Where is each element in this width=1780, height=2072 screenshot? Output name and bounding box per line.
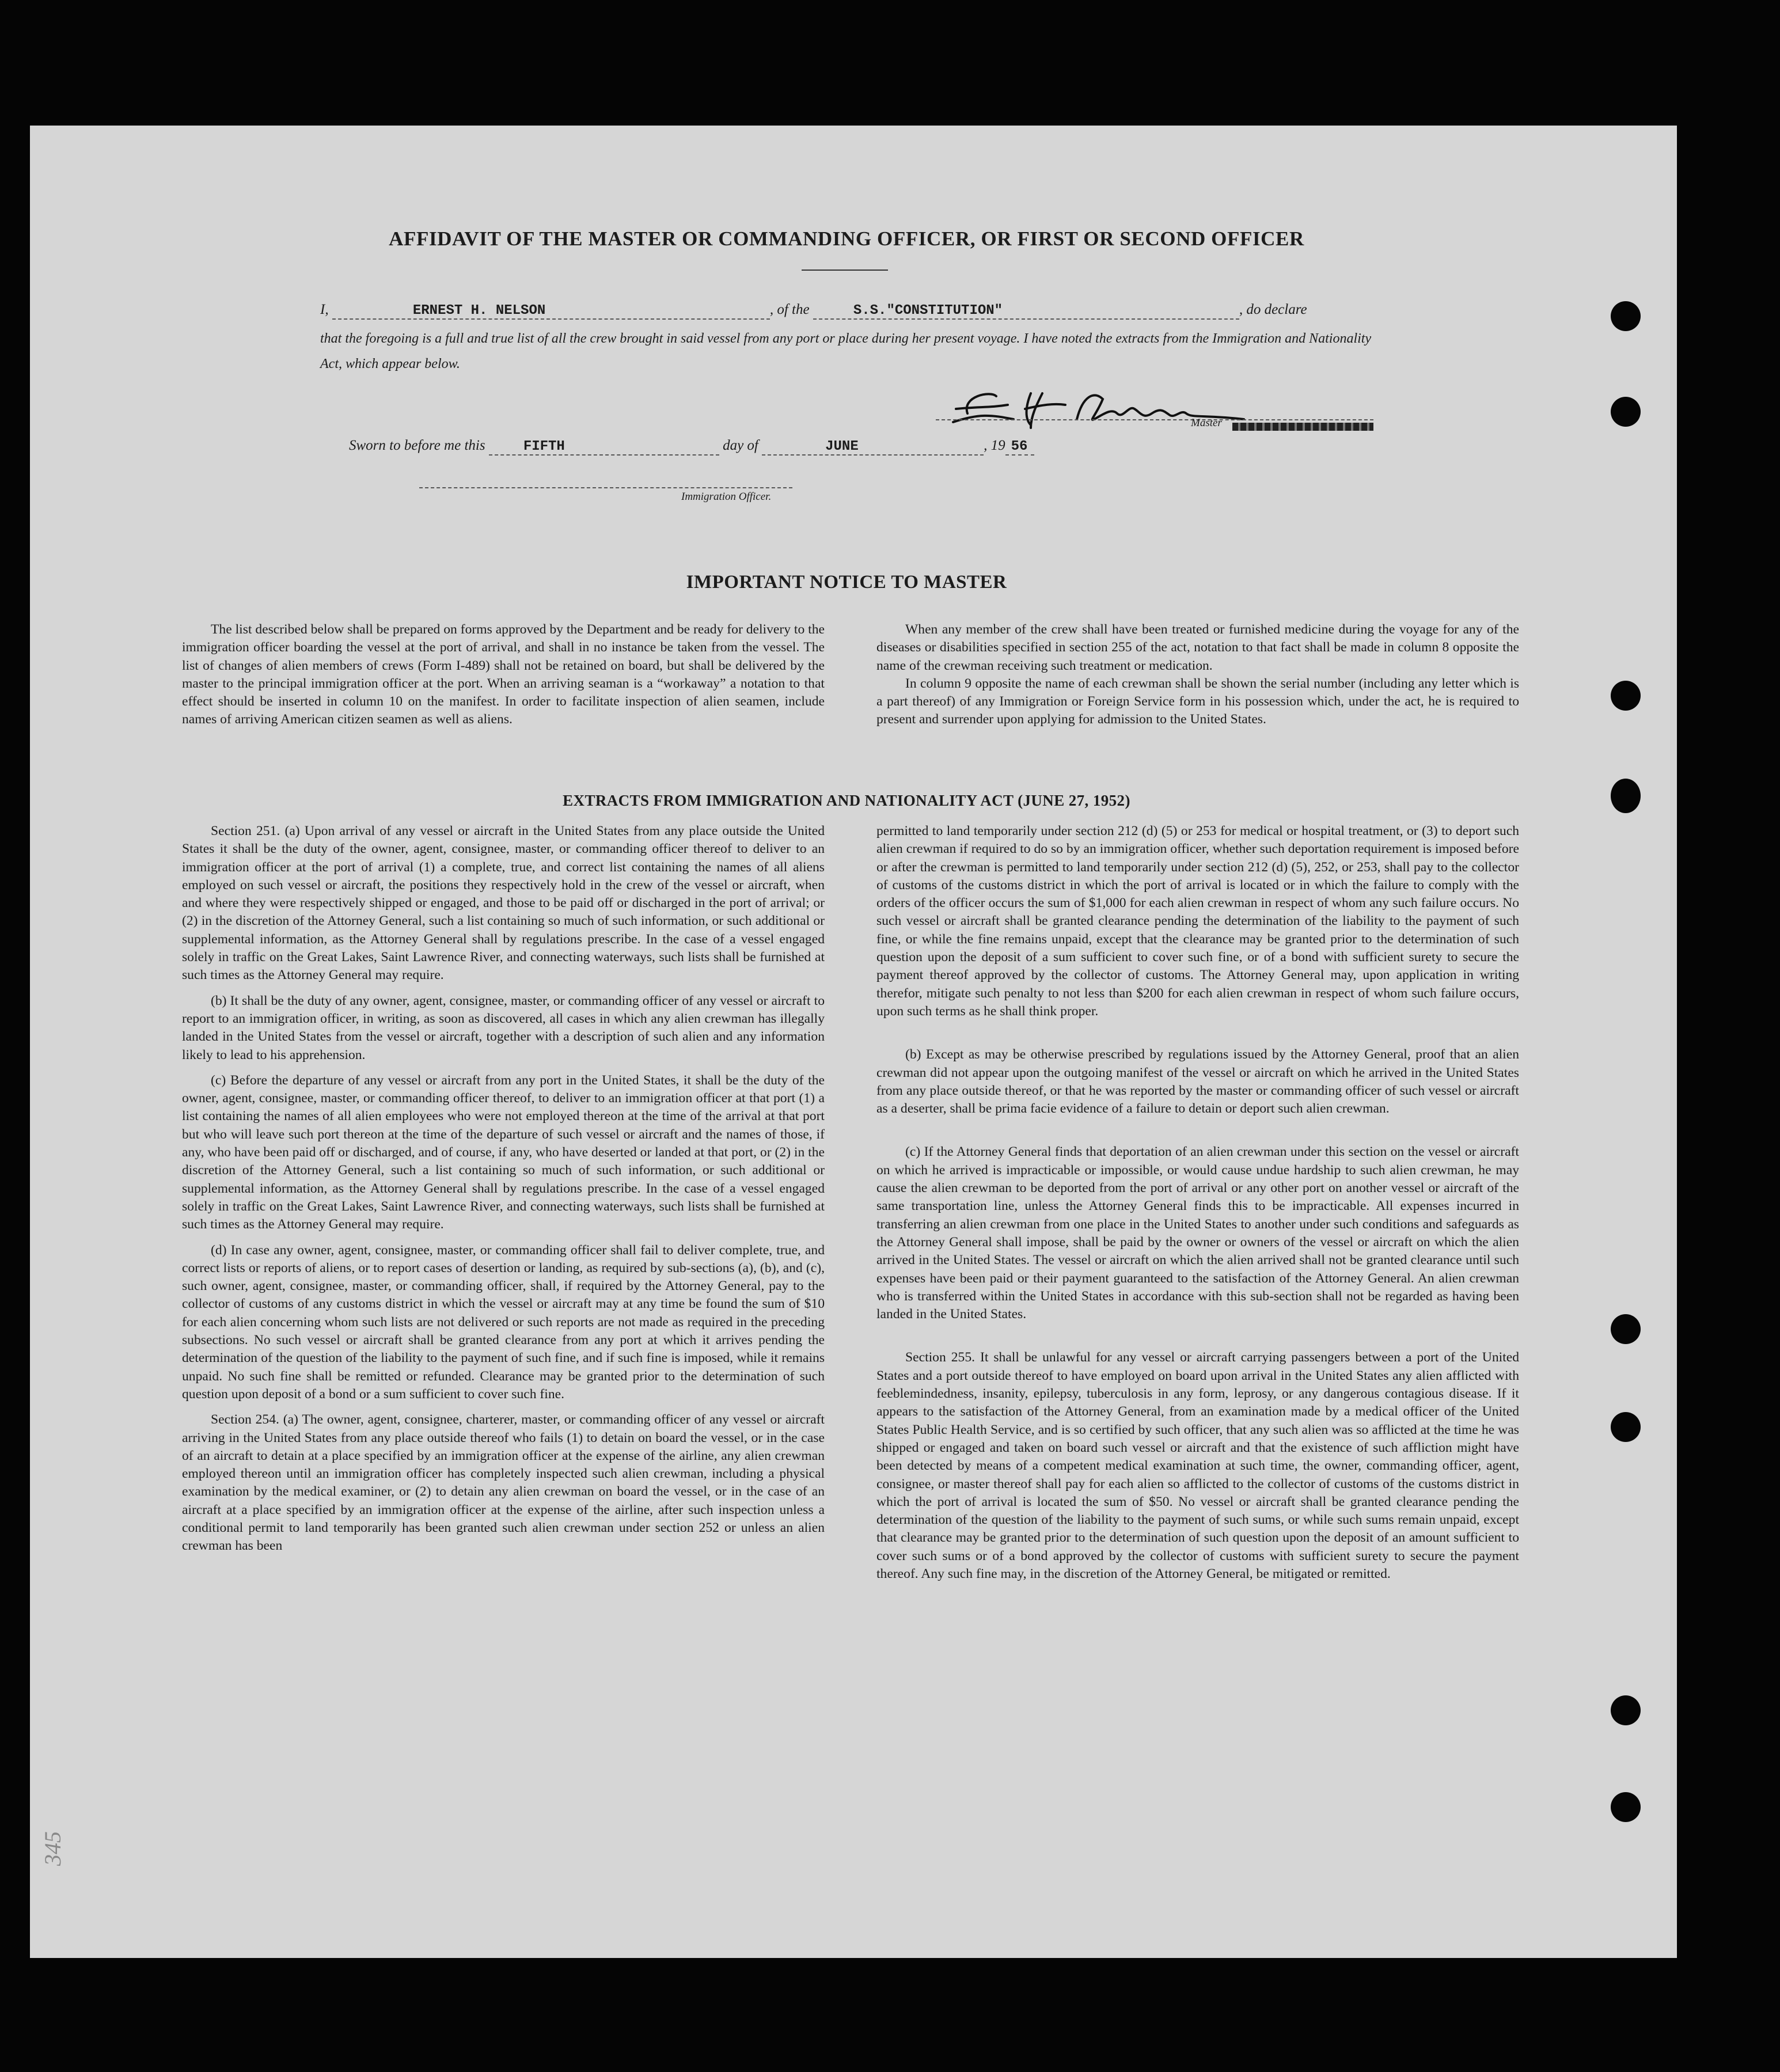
binder-hole xyxy=(1611,1412,1641,1442)
binder-hole xyxy=(1611,1314,1641,1344)
section-254b: (b) Except as may be otherwise prescribed by regulations issued by the Attorney General, proof that an alien crewman did not appear upon the outgoing manifest of the vessel or aircraft on which he arrived in the United States from any place outside thereof, or that he was reported by the master or commanding officer of such vessel or aircraft as a deserter, shall be prima facie evidence of a failure to detain or deport such alien crewman. xyxy=(876,1047,1519,1117)
of-the-label: , of the xyxy=(769,302,810,317)
affidavit-title: AFFIDAVIT OF THE MASTER OR COMMANDING OFFICER, OR FIRST OR SECOND OFFICER xyxy=(389,227,1304,250)
extracts-left-column xyxy=(182,822,825,1555)
year-value: 56 xyxy=(1011,439,1028,454)
section-251b: (b) It shall be the duty of any owner, agent, consignee, master, or commanding officer of any vessel or aircraft to report to an immigration officer, in writing, as soon as discovered, all cases in which any alien crewman has illegally landed in the United States from the vessel or aircraft, together with a description of such alien and any information likely to lead to his apprehension. xyxy=(182,993,825,1062)
vessel-field xyxy=(813,302,1239,320)
binder-hole xyxy=(1611,1695,1641,1725)
notice-right-column xyxy=(876,621,1519,729)
binder-hole xyxy=(1611,681,1641,711)
extracts-right-column xyxy=(876,822,1519,1583)
notice-left-column xyxy=(182,621,825,729)
margin-annotation: 345 xyxy=(40,1831,66,1866)
officer-label: Immigration Officer. xyxy=(681,491,772,503)
binder-hole xyxy=(1611,779,1641,813)
day-field xyxy=(489,438,719,456)
binder-hole xyxy=(1611,397,1641,427)
section-254a-continued: permitted to land temporarily under section 212 (d) (5) or 253 for medical or hospital treatment, or (3) to deport such alien crewman if required to do so by an immigration officer, whether such deportation requirement is imposed before or after the crewman is permitted to land temporarily under section 212 (d) (5), 252, or 253, shall pay to the collector of customs of the customs district in which the port of arrival is located or in which the failure to comply with the orders of the officer occurs the sum of $1,000 for each alien crewman in respect of whom any such failure occurs. No such vessel or aircraft shall be granted clearance pending the determination of the liability to the payment of such fine, or while the fine remains unpaid, except that the clearance may be granted prior to the determination of such question upon the deposit of a sum sufficient to cover such fine, or of a bond with sufficient surety to secure the payment thereof approved by the collector of customs. The Attorney General may, upon application in writing therefor, mitigate such penalty to not less than $200 for each alien crewman in respect of whom such failure occurs, upon such terms as he shall think proper. xyxy=(876,824,1519,1019)
binder-hole xyxy=(1611,301,1641,331)
section-255: Section 255. It shall be unlawful for any vessel or aircraft carrying passengers between a port of the United States and a port outside thereof to have employed on board upon arrival in the United States any alien afflicted with feeblemindedness, insanity, epilepsy, tuberculosis in any form, leprosy, or any dangerous contagious disease. If it appears to the satisfaction of the Attorney General, from an examination made by a medical officer of the United States Public Health Service, and is so certified by such officer, that any such alien was so afflicted at the time he was shipped or engaged and taken on board such vessel or aircraft and that the existence of such affliction might have been detected by means of a competent medical examination at such time, the owner, commanding officer, agent, consignee, or master thereof shall pay for each alien so afflicted to the collector of customs of the customs district in which the port of arrival is located the sum of $50. No vessel or aircraft shall be granted clearance pending the determination of the question of the liability to the payment of such sums, or while such sums remain unpaid, except that clearance may be granted prior to the determination of such question upon the deposit of an amount sufficient to cover such sums or of a bond approved by the collector of customs with sufficient surety to secure the payment thereof. Any such fine may, in the discretion of the Attorney General, be mitigated or remitted. xyxy=(876,1350,1519,1581)
section-251a: Section 251. (a) Upon arrival of any vessel or aircraft in the United States from any place outside the United States it shall be the duty of the owner, agent, consignee, master, or commanding officer thereof to deliver to an immigration officer at the port of arrival (1) a complete, true, and correct list containing the names of all aliens employed on such vessel or aircraft, the positions they respectively hold in the crew of the vessel or aircraft, when and where they were respectively shipped or engaged, and those to be paid off or discharged in the port of arrival; or (2) in the discretion of the Attorney General, such a list containing so much of such information, or such additional or supplemental information, as the Attorney General shall by regulations prescribe. In the case of a vessel engaged solely in traffic on the Great Lakes, Saint Lawrence River, and connecting waterways, such lists shall be furnished at such times as the Attorney General may require. xyxy=(182,824,825,983)
title-rule xyxy=(802,270,888,271)
line1-prefix: I, xyxy=(320,302,329,317)
master-label: Master xyxy=(1191,417,1222,429)
notice-title: IMPORTANT NOTICE TO MASTER xyxy=(686,572,1007,593)
binder-hole xyxy=(1611,1792,1641,1822)
year-prefix: , 19 xyxy=(984,438,1005,453)
vessel-name: S.S."CONSTITUTION" xyxy=(853,303,1003,318)
month-field xyxy=(762,438,984,456)
year-field xyxy=(1005,438,1034,456)
master-name-field xyxy=(332,302,770,320)
day-of-label: day of xyxy=(723,438,758,453)
sworn-prefix: Sworn to before me this xyxy=(349,438,485,453)
section-251d: (d) In case any owner, agent, consignee, master, or commanding officer shall fail to deliver complete, true, and correct lists or reports of aliens, or to report cases of desertion or landing, as required by sub-sections (a), (b), and (c), such owner, agent, consignee, master, or commanding officer, shall, if required by the Attorney General, pay to the collector of customs of any customs district in which the vessel or aircraft may at any time be found the sum of $10 for each alien concerning whom such lists are not delivered or such reports are not made as required in the preceding subsections. No such vessel or aircraft shall be granted clearance from any port at which it arrives pending the determination of the question of the liability to the payment of such fine, and if such fine is imposed, while it remains unpaid. No such fine shall be remitted or refunded. Clearance may be granted prior to the determination of such question upon deposit of a bond or a sum sufficient to cover such fine. xyxy=(182,1242,825,1402)
notice-right-paragraph-2: In column 9 opposite the name of each crewman shall be shown the serial number (including any letter which is a part thereof) of any Immigration or Foreign Service form in his possession which, under the act, he is required to present and surrender upon applying for admission to the United States. xyxy=(876,676,1519,727)
section-254a: Section 254. (a) The owner, agent, consignee, charterer, master, or commanding officer of any vessel or aircraft arriving in the United States from any place outside thereof who fails (1) to detain on board the vessel, or in the case of an aircraft to detain at a place specified by an immigration officer at the expense of the airline, any alien crewman employed thereon until an immigration officer has completely inspected such alien crewman, including a physical examination by the medical examiner, or (2) to detain any alien crewman on board the vessel, or in the case of an aircraft at a place specified by an immigration officer at the expense of the airline, after such inspection unless a conditional permit to land temporarily has been granted such alien crewman under section 252 or unless an alien crewman has been xyxy=(182,1412,825,1554)
officer-signature-line xyxy=(419,487,792,488)
section-251c: (c) Before the departure of any vessel or aircraft from any port in the United States, it shall be the duty of the owner, agent, consignee, master, or commanding officer thereof, to deliver to an immigration officer at that port (1) a list containing the names of all alien employees who were not employed thereon at the time of the arrival at that port but who will leave such port thereon at the time of the departure of such vessel or aircraft and the names of those, if any, who have been paid off or discharged, and of course, if any, who have deserted or landed at that port, or (2) in the discretion of the Attorney General, such a list containing so much of such information, or such additional or supplemental information, as the Attorney General shall by regulations prescribe. In the case of a vessel engaged solely in traffic on the Great Lakes, Saint Lawrence River, and connecting waterways, such lists shall be furnished at such times as the Attorney General may require. xyxy=(182,1072,825,1232)
declaration-text: that the foregoing is a full and true list of all the crew brought in said vessel from any port or place during her present voyage. I have noted the extracts from the Immigration and Nationality Act, which appear below. xyxy=(320,331,1372,371)
day-value: FIFTH xyxy=(523,439,565,454)
struck-out-titles xyxy=(1232,423,1373,431)
sworn-line xyxy=(349,438,1034,456)
extracts-title: EXTRACTS FROM IMMIGRATION AND NATIONALITY ACT (JUNE 27, 1952) xyxy=(563,792,1130,809)
month-value: JUNE xyxy=(825,439,859,454)
do-declare-label: , do declare xyxy=(1239,302,1307,317)
section-254c: (c) If the Attorney General finds that deportation of an alien crewman under this section on the vessel or aircraft on which he arrived is impracticable or impossible, or would cause undue hardship to such alien crewman, he may cause the alien crewman to be deported from the port of arrival or any other port on another vessel or aircraft of the same transportation line, unless the Attorney General finds this to be impracticable. All expenses incurred in transferring an alien crewman from one place in the United States to another under such conditions and safeguards as the Attorney General shall impose, shall be paid by the owner or owners of the vessel or aircraft on which the alien arrived in the United States. The vessel or aircraft on which the alien arrived shall not be granted clearance until such expenses have been paid or their payment guaranteed to the satisfaction of the Attorney General. An alien crewman who is transferred within the United States in accordance with this sub-section shall not be regarded as having been landed in the United States. xyxy=(876,1144,1519,1322)
master-name: ERNEST H. NELSON xyxy=(412,303,546,318)
notice-left-paragraph: The list described below shall be prepared on forms approved by the Department and be ready for delivery to the immigration officer boarding the vessel at the port of arrival, and shall in no instance be taken from the vessel. The list of changes of alien members of crews (Form I-489) shall not be retained on board, but shall be delivered by the master to the principal immigration officer at the port. When an arriving seaman is a “workaway” a notation to that effect should be inserted in column 10 on the manifest. In order to facilitate inspection of alien seamen, include names of arriving American citizen seamen as well as aliens. xyxy=(182,622,825,727)
signature-line xyxy=(936,419,1373,420)
notice-right-paragraph-1: When any member of the crew shall have been treated or furnished medicine during the voyage for any of the diseases or disabilities specified in section 255 of the act, notation to that fact shall be made in column 8 opposite the name of the crewman receiving such treatment or medication. xyxy=(876,622,1519,673)
declarant-line xyxy=(320,302,1386,320)
